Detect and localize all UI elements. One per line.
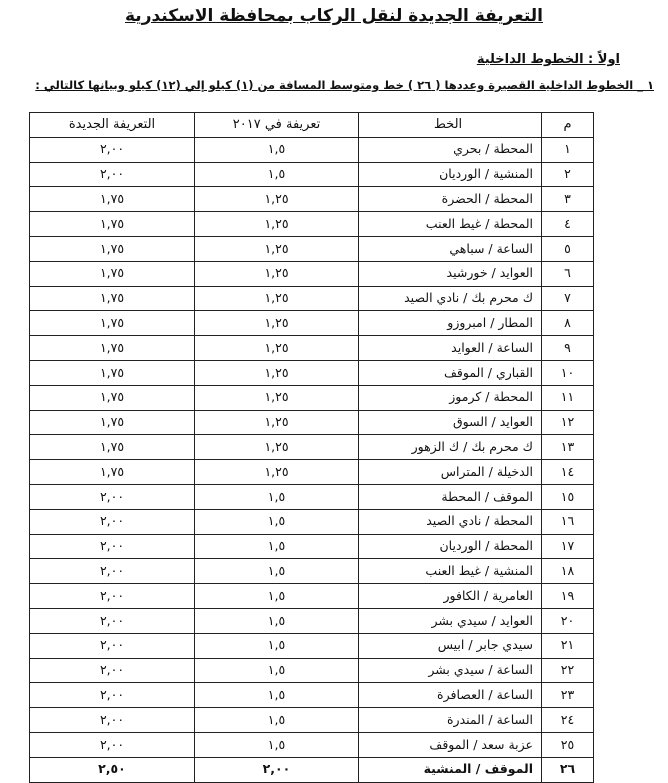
row-num-cell: ١٧ bbox=[542, 534, 594, 559]
row-num-cell: ١٣ bbox=[542, 435, 594, 460]
row-num-cell: ٢٤ bbox=[542, 708, 594, 733]
row-line-cell: المحطة / كرموز bbox=[359, 385, 542, 410]
table-row bbox=[30, 212, 594, 237]
row-num-cell: ٨ bbox=[542, 311, 594, 336]
row-new-fare-cell: ١,٧٥ bbox=[30, 410, 195, 435]
row-num-cell: ٢١ bbox=[542, 633, 594, 658]
row-new-fare-cell: ١,٧٥ bbox=[30, 460, 195, 485]
header-num: م bbox=[542, 113, 594, 138]
row-new-fare-cell: ١,٧٥ bbox=[30, 311, 195, 336]
row-line-cell: المطار / امبروزو bbox=[359, 311, 542, 336]
table-row bbox=[30, 584, 594, 609]
row-old-fare-cell: ١,٢٥ bbox=[195, 261, 359, 286]
table-row bbox=[30, 286, 594, 311]
row-old-fare-cell: ١,٥ bbox=[195, 608, 359, 633]
table-row bbox=[30, 708, 594, 733]
document-title: التعريفة الجديدة لنقل الركاب بمحافظة الاسكندرية bbox=[125, 6, 543, 26]
row-new-fare-cell: ١,٧٥ bbox=[30, 435, 195, 460]
row-old-fare-cell: ١,٥ bbox=[195, 162, 359, 187]
row-num-cell: ١ bbox=[542, 137, 594, 162]
row-new-fare-cell: ٢,٠٠ bbox=[30, 633, 195, 658]
table-row bbox=[30, 460, 594, 485]
row-old-fare-cell: ٢,٠٠ bbox=[195, 757, 359, 782]
row-old-fare-cell: ١,٥ bbox=[195, 509, 359, 534]
row-num-cell: ٥ bbox=[542, 236, 594, 261]
row-new-fare-cell: ٢,٠٠ bbox=[30, 584, 195, 609]
row-line-cell: المحطة / نادي الصيد bbox=[359, 509, 542, 534]
row-num-cell: ٢ bbox=[542, 162, 594, 187]
row-line-cell: المحطة / بحري bbox=[359, 137, 542, 162]
table-row bbox=[30, 608, 594, 633]
table-row bbox=[30, 484, 594, 509]
table-row bbox=[30, 261, 594, 286]
row-num-cell: ١٥ bbox=[542, 484, 594, 509]
row-old-fare-cell: ١,٥ bbox=[195, 658, 359, 683]
row-old-fare-cell: ١,٥ bbox=[195, 559, 359, 584]
row-num-cell: ٦ bbox=[542, 261, 594, 286]
table-row bbox=[30, 236, 594, 261]
row-line-cell: سيدي جابر / ابيس bbox=[359, 633, 542, 658]
row-new-fare-cell: ٢,٠٠ bbox=[30, 137, 195, 162]
row-line-cell: القباري / الموقف bbox=[359, 360, 542, 385]
table-row bbox=[30, 435, 594, 460]
header-new-fare: التعريفة الجديدة bbox=[30, 113, 195, 138]
table-row bbox=[30, 385, 594, 410]
row-line-cell: الموقف / المنشية bbox=[359, 757, 542, 782]
row-num-cell: ١١ bbox=[542, 385, 594, 410]
row-num-cell: ١٤ bbox=[542, 460, 594, 485]
row-new-fare-cell: ١,٧٥ bbox=[30, 336, 195, 361]
row-new-fare-cell: ٢,٠٠ bbox=[30, 509, 195, 534]
row-old-fare-cell: ١,٥ bbox=[195, 633, 359, 658]
row-old-fare-cell: ١,٢٥ bbox=[195, 236, 359, 261]
row-line-cell: المحطة / الحضرة bbox=[359, 187, 542, 212]
row-old-fare-cell: ١,٢٥ bbox=[195, 212, 359, 237]
row-line-cell: المحطة / الورديان bbox=[359, 534, 542, 559]
row-new-fare-cell: ١,٧٥ bbox=[30, 236, 195, 261]
row-old-fare-cell: ١,٢٥ bbox=[195, 360, 359, 385]
row-new-fare-cell: ٢,٠٠ bbox=[30, 534, 195, 559]
row-old-fare-cell: ١,٢٥ bbox=[195, 435, 359, 460]
row-line-cell: الساعة / سيدي بشر bbox=[359, 658, 542, 683]
row-new-fare-cell: ١,٧٥ bbox=[30, 286, 195, 311]
row-line-cell: الموقف / المحطة bbox=[359, 484, 542, 509]
row-old-fare-cell: ١,٢٥ bbox=[195, 460, 359, 485]
section-description: ١ _ الخطوط الداخلية القصيرة وعددها ( ٢٦ ) خط ومتوسط المسافة من (١) كيلو إلي (١٢) كيلو وبيانها كالتالي : bbox=[35, 78, 654, 92]
row-new-fare-cell: ٢,٠٠ bbox=[30, 658, 195, 683]
row-old-fare-cell: ١,٥ bbox=[195, 732, 359, 757]
row-line-cell: ك محرم بك / نادي الصيد bbox=[359, 286, 542, 311]
row-old-fare-cell: ١,٥ bbox=[195, 708, 359, 733]
row-new-fare-cell: ١,٧٥ bbox=[30, 385, 195, 410]
table-header-row bbox=[30, 113, 594, 138]
row-num-cell: ٢٥ bbox=[542, 732, 594, 757]
table-row bbox=[30, 534, 594, 559]
row-new-fare-cell: ٢,٠٠ bbox=[30, 732, 195, 757]
table-row bbox=[30, 187, 594, 212]
fare-table bbox=[29, 112, 594, 783]
row-new-fare-cell: ١,٧٥ bbox=[30, 360, 195, 385]
table-row bbox=[30, 336, 594, 361]
row-num-cell: ٢٣ bbox=[542, 683, 594, 708]
row-num-cell: ٢٦ bbox=[542, 757, 594, 782]
row-line-cell: المحطة / غيط العنب bbox=[359, 212, 542, 237]
row-new-fare-cell: ٢,٠٠ bbox=[30, 708, 195, 733]
row-new-fare-cell: ١,٧٥ bbox=[30, 212, 195, 237]
row-new-fare-cell: ١,٧٥ bbox=[30, 187, 195, 212]
row-new-fare-cell: ٢,٠٠ bbox=[30, 608, 195, 633]
row-num-cell: ١٢ bbox=[542, 410, 594, 435]
row-new-fare-cell: ٢,٥٠ bbox=[30, 757, 195, 782]
row-old-fare-cell: ١,٢٥ bbox=[195, 385, 359, 410]
row-old-fare-cell: ١,٢٥ bbox=[195, 286, 359, 311]
row-line-cell: العامرية / الكافور bbox=[359, 584, 542, 609]
row-line-cell: الساعة / المندرة bbox=[359, 708, 542, 733]
row-num-cell: ١٨ bbox=[542, 559, 594, 584]
row-line-cell: العوايد / السوق bbox=[359, 410, 542, 435]
table-row bbox=[30, 683, 594, 708]
row-line-cell: الساعة / العوايد bbox=[359, 336, 542, 361]
row-new-fare-cell: ٢,٠٠ bbox=[30, 484, 195, 509]
row-num-cell: ١٩ bbox=[542, 584, 594, 609]
row-new-fare-cell: ٢,٠٠ bbox=[30, 162, 195, 187]
row-line-cell: الدخيلة / المتراس bbox=[359, 460, 542, 485]
table-row bbox=[30, 360, 594, 385]
row-old-fare-cell: ١,٥ bbox=[195, 584, 359, 609]
section-heading: اولاً : الخطوط الداخلية bbox=[476, 52, 620, 67]
table-row bbox=[30, 559, 594, 584]
table-row bbox=[30, 311, 594, 336]
header-old-fare: تعريفة في ٢٠١٧ bbox=[195, 113, 359, 138]
row-num-cell: ٩ bbox=[542, 336, 594, 361]
row-old-fare-cell: ١,٢٥ bbox=[195, 410, 359, 435]
row-line-cell: العوايد / خورشيد bbox=[359, 261, 542, 286]
row-line-cell: ك محرم بك / ك الزهور bbox=[359, 435, 542, 460]
row-num-cell: ٣ bbox=[542, 187, 594, 212]
row-line-cell: المنشية / الورديان bbox=[359, 162, 542, 187]
row-new-fare-cell: ٢,٠٠ bbox=[30, 559, 195, 584]
row-old-fare-cell: ١,٥ bbox=[195, 137, 359, 162]
row-old-fare-cell: ١,٢٥ bbox=[195, 187, 359, 212]
header-line: الخط bbox=[359, 113, 542, 138]
table-row bbox=[30, 509, 594, 534]
row-num-cell: ١٦ bbox=[542, 509, 594, 534]
row-old-fare-cell: ١,٢٥ bbox=[195, 311, 359, 336]
row-num-cell: ٢٢ bbox=[542, 658, 594, 683]
row-line-cell: الساعة / العصافرة bbox=[359, 683, 542, 708]
row-line-cell: العوايد / سيدي بشر bbox=[359, 608, 542, 633]
row-num-cell: ٢٠ bbox=[542, 608, 594, 633]
table-row bbox=[30, 732, 594, 757]
row-line-cell: المنشية / غيط العنب bbox=[359, 559, 542, 584]
row-old-fare-cell: ١,٥ bbox=[195, 683, 359, 708]
row-num-cell: ١٠ bbox=[542, 360, 594, 385]
row-old-fare-cell: ١,٢٥ bbox=[195, 336, 359, 361]
row-old-fare-cell: ١,٥ bbox=[195, 484, 359, 509]
table-row bbox=[30, 410, 594, 435]
table-row bbox=[30, 658, 594, 683]
table-row bbox=[30, 162, 594, 187]
row-num-cell: ٤ bbox=[542, 212, 594, 237]
row-new-fare-cell: ٢,٠٠ bbox=[30, 683, 195, 708]
row-new-fare-cell: ١,٧٥ bbox=[30, 261, 195, 286]
table-row bbox=[30, 137, 594, 162]
row-line-cell: الساعة / سباهي bbox=[359, 236, 542, 261]
row-old-fare-cell: ١,٥ bbox=[195, 534, 359, 559]
row-num-cell: ٧ bbox=[542, 286, 594, 311]
row-line-cell: عزبة سعد / الموقف bbox=[359, 732, 542, 757]
table-row bbox=[30, 633, 594, 658]
